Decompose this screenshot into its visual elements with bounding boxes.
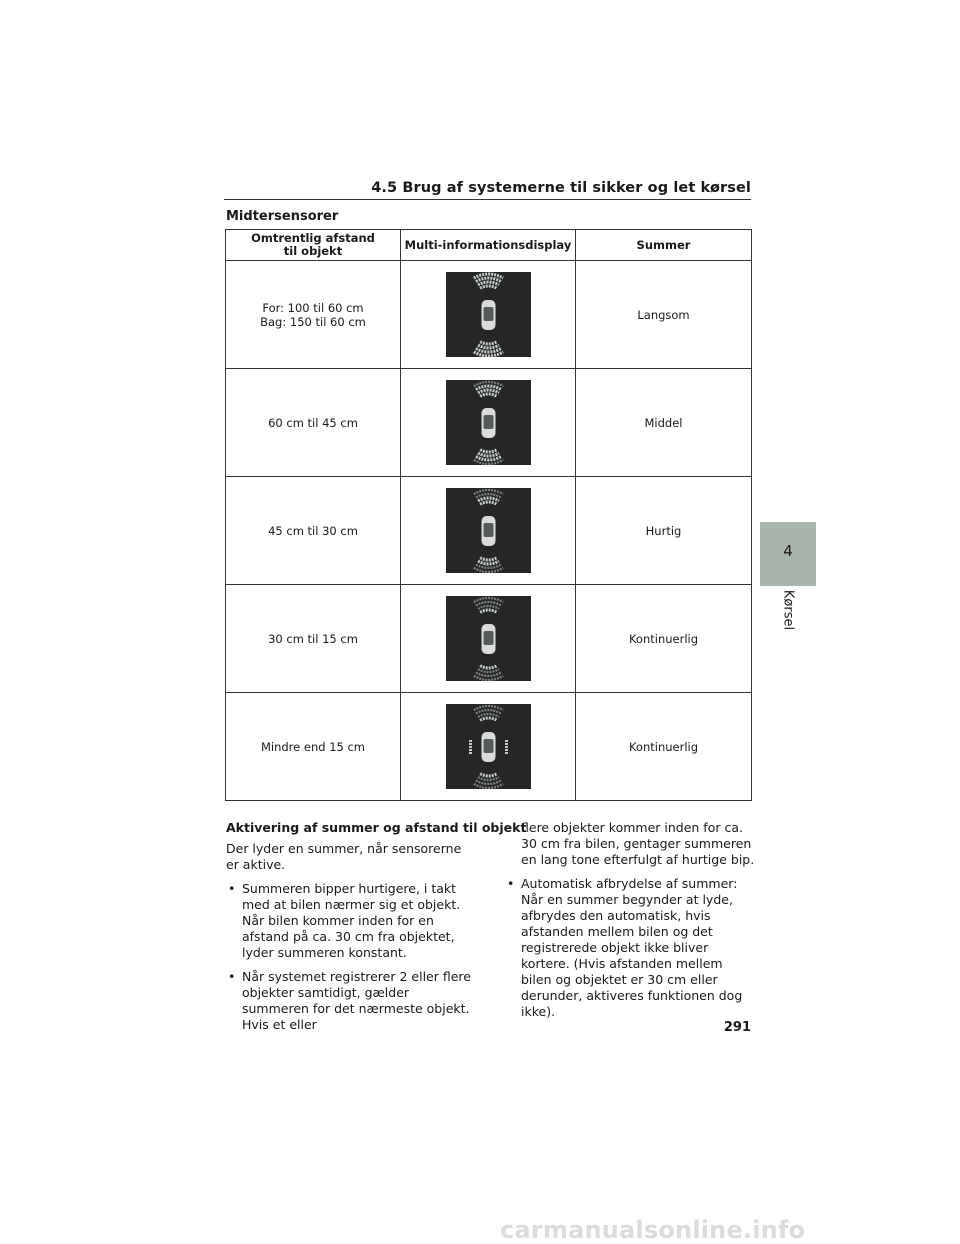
rear-sensor-arc xyxy=(478,453,499,456)
front-sensor-arc xyxy=(478,390,499,393)
buzzer-cell: Middel xyxy=(576,369,752,477)
distance-cell xyxy=(226,477,401,585)
distance-line1: Mindre end 15 cm xyxy=(260,739,366,754)
display-cell xyxy=(401,693,576,801)
bullet-item xyxy=(505,876,755,1020)
distance-cell xyxy=(226,369,401,477)
bullet-text: Når systemet registrerer 2 eller flere objekter samtidigt, gælder summeren for det nærmeste objekt. Hvis et eller xyxy=(242,969,471,1032)
bullet-item xyxy=(226,881,476,961)
front-sensor-arc xyxy=(478,606,499,609)
chapter-label-box xyxy=(752,590,824,630)
parking-sensor-display xyxy=(446,488,531,573)
header-distance-line1: Omtrentlig afstand xyxy=(251,231,375,245)
header-display: Multi-informationsdisplay xyxy=(401,230,576,261)
bullet-item xyxy=(226,969,476,1033)
car-window-icon xyxy=(483,307,493,321)
watermark: carmanualsonline.info xyxy=(500,1216,806,1244)
chapter-tab xyxy=(760,522,816,586)
bullet-text: Summeren bipper hurtigere, i takt med at bilen nærmer sig et objekt. Når bilen kommer inden for en afstand på ca. 30 cm fra objektet, lyder summeren konstant. xyxy=(242,881,461,960)
display-cell xyxy=(401,369,576,477)
display-cell xyxy=(401,261,576,369)
front-sensor-arc xyxy=(480,718,497,720)
car-window-icon xyxy=(483,631,493,645)
parking-sensor-display xyxy=(446,596,531,681)
rear-sensor-arc xyxy=(480,558,497,560)
parking-sensor-display xyxy=(446,380,531,465)
rear-sensor-arc xyxy=(480,342,497,344)
buzzer-cell: Kontinuerlig xyxy=(576,585,752,693)
buzzer-cell: Kontinuerlig xyxy=(576,693,752,801)
front-sensor-arc xyxy=(478,714,499,717)
rear-sensor-arc xyxy=(480,774,497,776)
header-distance xyxy=(226,230,401,261)
table-row xyxy=(226,477,752,585)
distance-cell xyxy=(226,261,401,369)
chapter-number: 4 xyxy=(783,542,793,560)
subheading: Aktivering af summer og afstand til objekt xyxy=(226,820,527,835)
parking-sensor-display xyxy=(446,272,531,357)
parking-sensor-display xyxy=(446,704,531,789)
distance-line1: 60 cm til 45 cm xyxy=(268,415,358,430)
chapter-header: 4.5 Brug af systemerne til sikker og let kørsel xyxy=(371,180,751,196)
table-row xyxy=(226,261,752,369)
car-top-view-icon xyxy=(446,596,531,681)
intro-paragraph: Der lyder en summer, når sensorerne er aktive. xyxy=(226,841,462,872)
rear-sensor-arc xyxy=(478,669,499,672)
car-top-view-icon xyxy=(446,380,531,465)
car-top-view-icon xyxy=(446,704,531,789)
front-sensor-arc xyxy=(480,394,497,396)
rear-sensor-arc xyxy=(478,345,499,348)
front-sensor-arc xyxy=(480,502,497,504)
bullet-glyph: • xyxy=(228,881,236,896)
header-distance-line2: til objekt xyxy=(283,244,343,258)
front-sensor-arc xyxy=(478,282,499,285)
sensor-table xyxy=(225,229,752,801)
car-top-view-icon xyxy=(446,488,531,573)
rear-sensor-arc xyxy=(478,777,499,780)
chapter-label: Kørsel xyxy=(780,589,796,631)
display-cell xyxy=(401,585,576,693)
header-buzzer: Summer xyxy=(576,230,752,261)
car-window-icon xyxy=(483,415,493,429)
rear-sensor-arc xyxy=(480,450,497,452)
bullet-continuation: flere objekter kommer inden for ca. 30 cm fra bilen, gentager summeren en lang tone efterfulgt af hurtige bip. xyxy=(521,820,755,867)
distance-line2: Bag: 150 til 60 cm xyxy=(260,314,366,329)
car-window-icon xyxy=(483,739,493,753)
car-window-icon xyxy=(483,523,493,537)
buzzer-cell: Langsom xyxy=(576,261,752,369)
car-top-view-icon xyxy=(446,272,531,357)
bullet-glyph: • xyxy=(228,969,236,984)
front-sensor-arc xyxy=(478,498,499,501)
rear-sensor-arc xyxy=(478,561,499,564)
bullet-glyph: • xyxy=(507,876,515,891)
header-rule xyxy=(224,199,751,200)
text-column-left xyxy=(226,841,476,1041)
text-column-right xyxy=(505,820,755,1028)
table-row xyxy=(226,585,752,693)
distance-cell xyxy=(226,585,401,693)
section-title: Midtersensorer xyxy=(226,209,339,224)
distance-line1: 45 cm til 30 cm xyxy=(268,523,358,538)
bullet-text: Automatisk afbrydelse af summer: Når en summer begynder at lyde, afbrydes den automatisk, hvis afstanden mellem bilen og det registrerede objekt ikke bliver kortere. (Hvis afstanden mellem bilen og objektet er 30 cm eller derunder, aktiveres funktionen dog ikke). xyxy=(521,876,743,1019)
distance-line1: 30 cm til 15 cm xyxy=(268,631,358,646)
front-sensor-arc xyxy=(480,286,497,288)
distance-cell xyxy=(226,693,401,801)
front-sensor-arc xyxy=(480,610,497,612)
distance-line1: For: 100 til 60 cm xyxy=(262,300,364,315)
table-row xyxy=(226,369,752,477)
page-number: 291 xyxy=(723,1020,751,1035)
display-cell xyxy=(401,477,576,585)
buzzer-cell: Hurtig xyxy=(576,477,752,585)
rear-sensor-arc xyxy=(480,666,497,668)
table-row xyxy=(226,693,752,801)
table-header-row xyxy=(226,230,752,261)
